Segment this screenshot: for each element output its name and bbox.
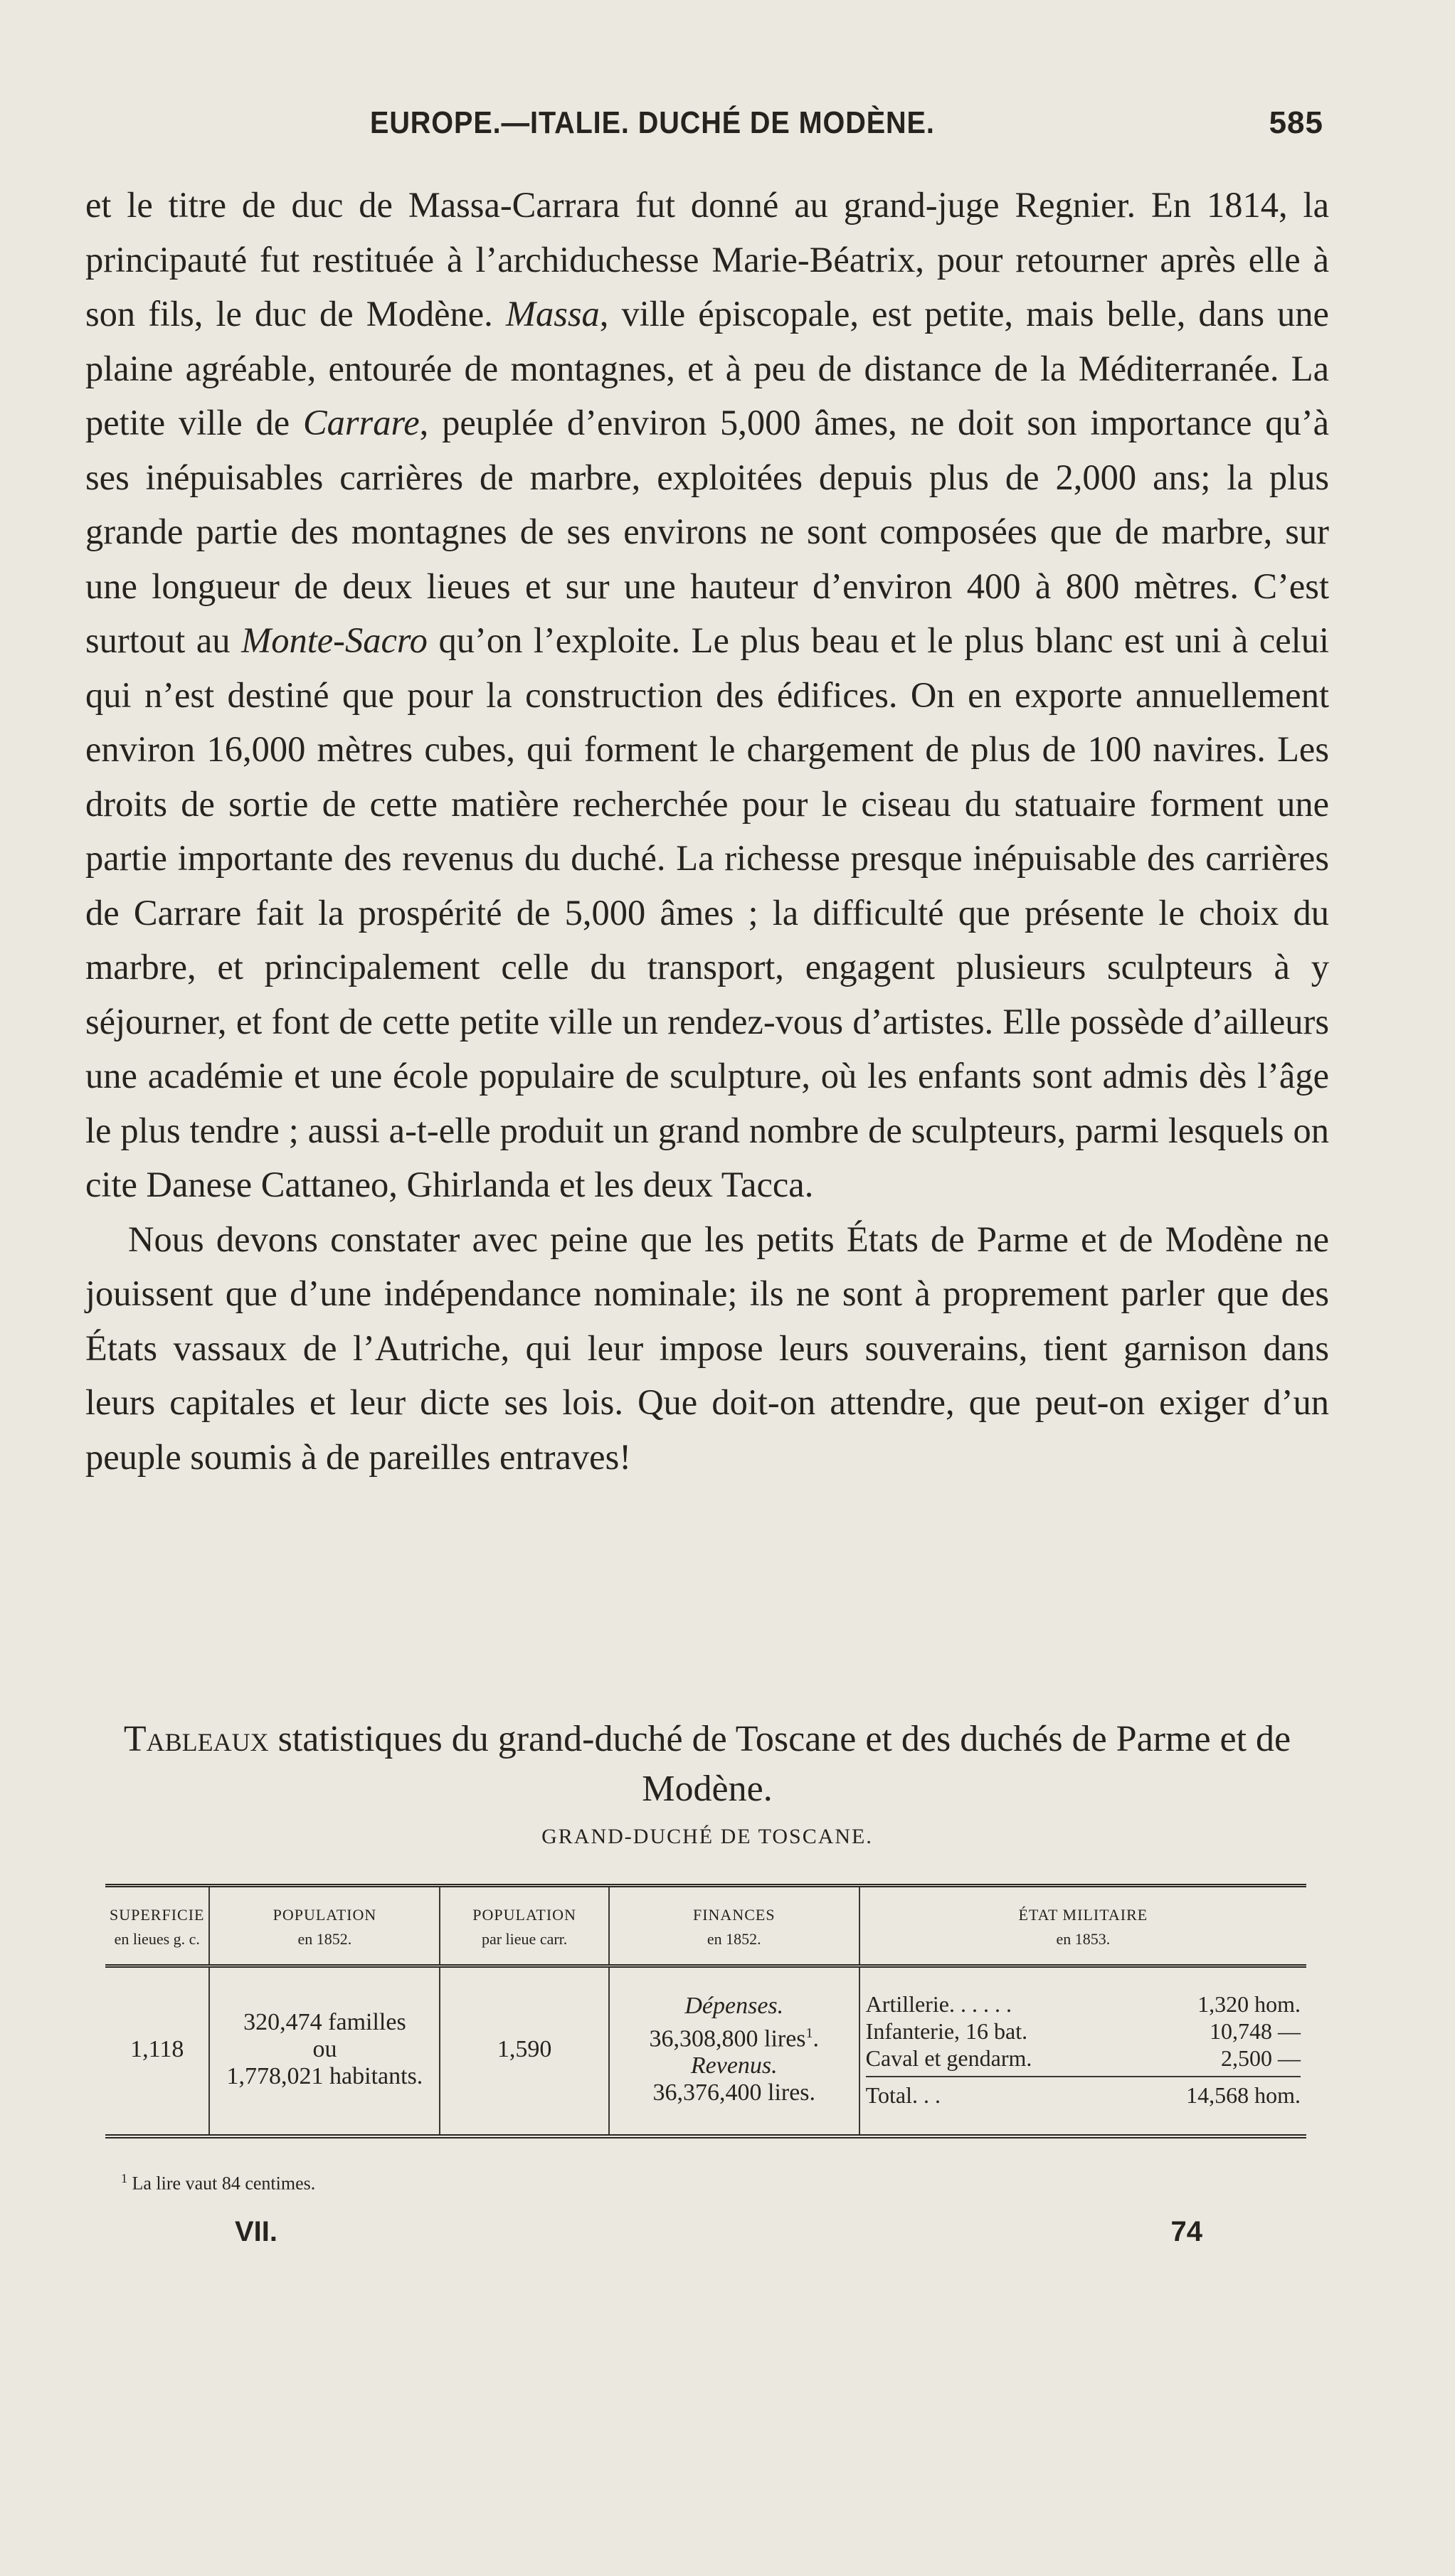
header-label: FINANCES bbox=[692, 1906, 776, 1924]
header-label: SUPERFICIE bbox=[110, 1906, 205, 1924]
table-title bbox=[85, 1714, 1329, 1814]
military-value: 14,568 hom. bbox=[1186, 2082, 1301, 2108]
table-footnote bbox=[121, 2171, 315, 2195]
header-label: POPULATION bbox=[472, 1906, 576, 1924]
footnote-ref: 1 bbox=[805, 2025, 813, 2041]
running-header bbox=[370, 105, 1323, 141]
page-number: 585 bbox=[1269, 105, 1323, 140]
header-title: EUROPE.—ITALIE. DUCHÉ DE MODÈNE. bbox=[370, 105, 935, 140]
p1-text-4: qu’on l’exploite. Le plus beau et le plus blanc est uni à celui qui n’est destiné que pour la construction des édifices. On en exporte annuellement environ 16,000 mètres cubes, qui forment le chargement de plus de 100 navires. Les droits de sortie de cette matière recherchée pour le ciseau du statuaire forment une partie importante des revenus du duché. La richesse presque inépuisable des carrières de Carrare fait la prospérité de 5,000 âmes ; la difficulté que présente le choix du marbre, et principalement celle du transport, engagent plusieurs sculpteurs à y séjourner, et font de cette petite ville un rendez-vous d’artistes. Elle possède d’ailleurs une académie et une école populaire de sculpture, où les enfants sont admis dès l’âge le plus tendre ; aussi a-t-elle produit un grand nombre de sculpteurs, parmi lesquels on cite Danese Cattaneo, Ghirlanda et les deux Tacca. bbox=[85, 620, 1329, 1204]
cell-etat-militaire bbox=[859, 1966, 1306, 2137]
cell-population bbox=[209, 1966, 440, 2137]
header-label: ÉTAT MILITAIRE bbox=[1018, 1906, 1148, 1924]
p1-italic-monte-sacro: Monte-Sacro bbox=[241, 620, 428, 660]
revenue-label: Revenus. bbox=[690, 2052, 778, 2079]
population-inhabitants: 1,778,021 habitants. bbox=[226, 2063, 423, 2089]
header-etat-militaire bbox=[859, 1886, 1306, 1966]
header-sub: en lieues g. c. bbox=[114, 1930, 200, 1948]
military-label: Total. . . bbox=[865, 2082, 941, 2108]
cell-superficie: 1,118 bbox=[130, 2036, 184, 2062]
header-sub: par lieue carr. bbox=[481, 1930, 568, 1948]
table-subtitle: GRAND-DUCHÉ DE TOSCANE. bbox=[541, 1825, 873, 1848]
expenses-label: Dépenses. bbox=[684, 1992, 784, 2019]
cell-population-lieue: 1,590 bbox=[440, 1966, 608, 2137]
revenue-value: 36,376,400 lires. bbox=[652, 2079, 816, 2106]
military-row-artillery bbox=[866, 1991, 1301, 2018]
header-finances bbox=[609, 1886, 859, 1966]
paragraph-1 bbox=[85, 178, 1329, 1212]
footnote-text: La lire vaut 84 centimes. bbox=[132, 2173, 316, 2194]
military-label: Caval et gendarm. bbox=[865, 2045, 1032, 2071]
header-sub: en 1853. bbox=[1056, 1930, 1111, 1948]
cell-finances: Dépenses. 36,308,800 lires$^1$. Revenus. 36,376,400 lires. bbox=[609, 1966, 859, 2137]
table-title-rest: statistiques du grand-duché de Toscane et des duchés de Parme et de Modène. bbox=[268, 1719, 1291, 1809]
military-value: 10,748 — bbox=[1210, 2018, 1301, 2044]
volume-number: VII. bbox=[235, 2216, 278, 2247]
header-population bbox=[209, 1886, 440, 1966]
paragraph-2: Nous devons constater avec peine que les petits États de Parme et de Modène ne jouissent que d’une indépendance nominale; ils ne sont à proprement parler que des États vassaux de l’Autriche, qui leur impose leurs souverains, tient garnison dans leurs capitales et leur dicte ses lois. Que doit-on attendre, que peut-on exiger d’un peuple soumis à de pareilles entraves! bbox=[85, 1219, 1329, 1477]
military-label: Infanterie, 16 bat. bbox=[865, 2018, 1028, 2044]
military-row-infantry bbox=[866, 2018, 1301, 2045]
body-text bbox=[85, 178, 1329, 1484]
header-superficie bbox=[105, 1886, 209, 1966]
military-label: Artillerie. . . . . . bbox=[865, 1991, 1012, 2017]
header-label: POPULATION bbox=[273, 1906, 377, 1924]
table-title-lead: Tableaux bbox=[123, 1719, 269, 1759]
p1-text-1: et le titre de duc de Massa-Carrara fut donné au grand-juge Regnier. En 1814, la principauté fut restituée à l’archiduchesse Marie-Béatrix, pour retourner après elle à son fils, le duc de Modène. bbox=[85, 185, 1329, 334]
p1-italic-carrare: Carrare bbox=[302, 403, 420, 442]
population-or: ou bbox=[312, 2036, 337, 2062]
header-population-lieue bbox=[440, 1886, 608, 1966]
population-families: 320,474 familles bbox=[243, 2009, 406, 2035]
header-sub: en 1852. bbox=[297, 1930, 352, 1948]
military-row-cavalry bbox=[866, 2045, 1301, 2072]
p1-italic-massa: Massa bbox=[505, 294, 600, 334]
page-footer bbox=[235, 2216, 1202, 2248]
table-header-row bbox=[105, 1886, 1306, 1966]
military-value: 2,500 — bbox=[1221, 2045, 1301, 2071]
footnote-mark: 1 bbox=[121, 2171, 127, 2185]
military-value: 1,320 hom. bbox=[1197, 1991, 1301, 2017]
p1-text-2: , ville épiscopale, est petite, mais belle, dans une plaine agréable, entourée de montagnes, et à peu de distance de la Méditerranée. La petite ville de bbox=[85, 294, 1329, 442]
signature-number: 74 bbox=[1170, 2216, 1202, 2247]
header-sub: en 1852. bbox=[707, 1930, 761, 1948]
p1-text-3: , peuplée d’environ 5,000 âmes, ne doit son importance qu’à ses inépuisables carrières de marbre, exploitées depuis plus de 2,000 ans; la plus grande partie des montagnes de ses environs ne sont composées que de marbre, sur une longueur de deux lieues et sur une hauteur d’environ 400 à 800 mètres. C’est surtout au bbox=[85, 403, 1330, 660]
table-row bbox=[105, 1966, 1306, 2137]
statistics-table bbox=[105, 1884, 1306, 2138]
expenses-value: 36,308,800 lires bbox=[649, 2025, 806, 2052]
military-row-total bbox=[866, 2076, 1301, 2109]
